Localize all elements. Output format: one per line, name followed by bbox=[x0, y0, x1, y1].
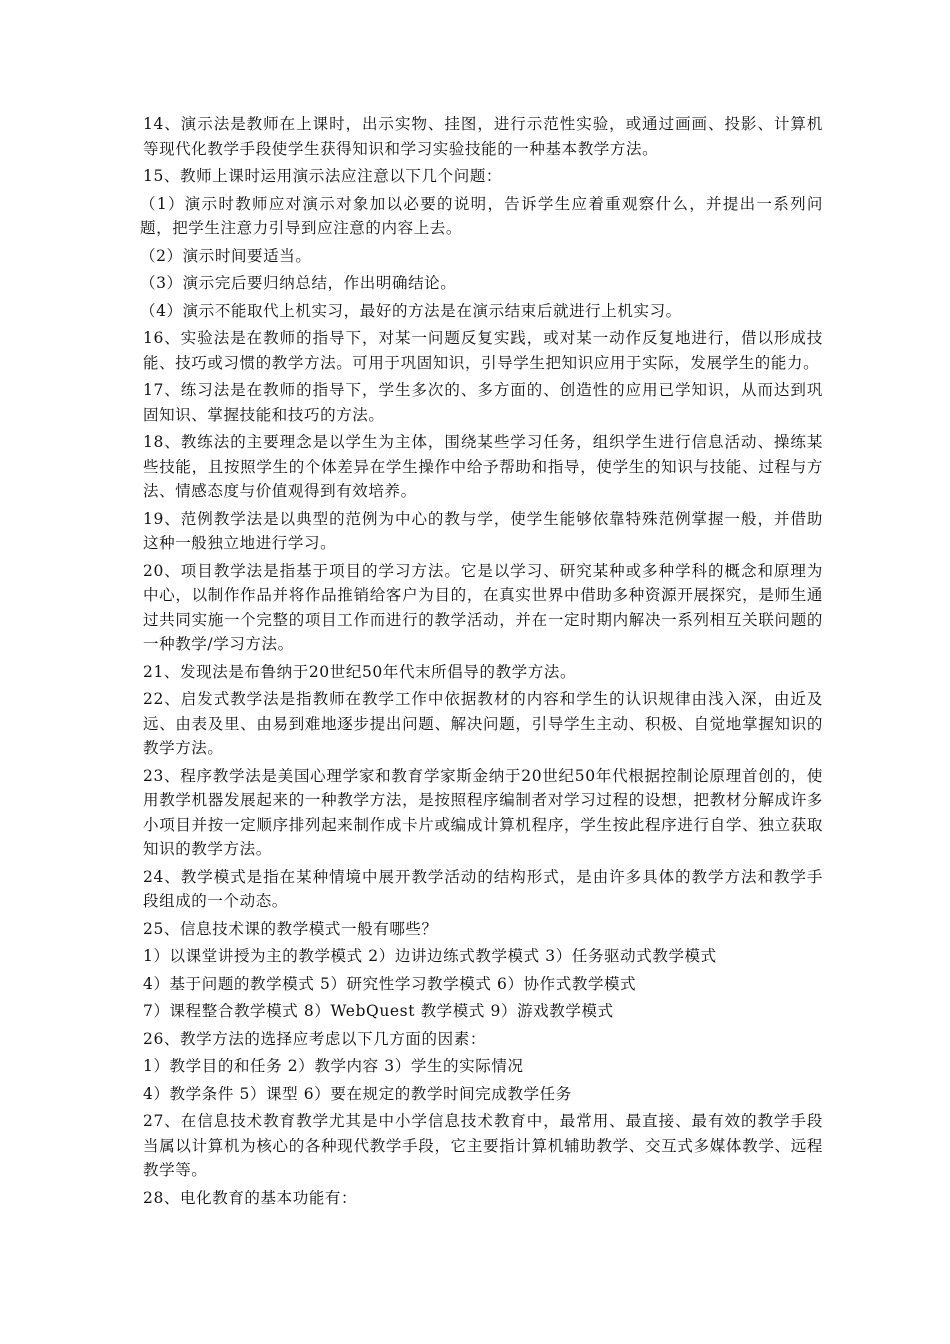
list-line: 4）基于问题的教学模式 5）研究性学习教学模式 6）协作式教学模式 bbox=[143, 974, 637, 993]
paragraph-25: 25、信息技术课的教学模式一般有哪些？ bbox=[143, 919, 438, 938]
paragraph-28: 28、电化教育的基本功能有： bbox=[143, 1188, 358, 1207]
document-body bbox=[140, 112, 823, 1213]
list-line: 7）课程整合教学模式 8）WebQuest 教学模式 9）游戏教学模式 bbox=[143, 1002, 614, 1020]
paragraph-19: 19、范例教学法是以典型的范例为中心的教与学，使学生能够依靠特殊范例掌握一般，并借助这种一般独立地进行学习。 bbox=[143, 509, 823, 552]
paragraph-18: 18、教练法的主要理念是以学生为主体，围绕某些学习任务，组织学生进行信息活动、操练某些技能，且按照学生的个体差异在学生操作中给予帮助和指导，使学生的知识与技能、过程与方法、情感态度与价值观得到有效培养。 bbox=[143, 433, 823, 500]
list-line: 4）教学条件 5）课型 6）要在规定的教学时间完成教学任务 bbox=[143, 1084, 572, 1103]
paragraph-23: 23、程序教学法是美国心理学家和教育学家斯金纳于20世纪50年代根据控制论原理首创的，使用教学机器发展起来的一种教学方法，是按照程序编制者对学习过程的设想，把教材分解成许多小项目并按一定顺序排列起来制作成卡片或编成计算机程序，学生按此程序进行自学、独立获取知识的教学方法。 bbox=[143, 766, 823, 858]
paragraph-15: 15、教师上课时运用演示法应注意以下几个问题： bbox=[143, 167, 503, 185]
list-item-4: （4）演示不能取代上机实习，最好的方法是在演示结束后就进行上机实习。 bbox=[140, 301, 682, 320]
paragraph-17: 17、练习法是在教师的指导下，学生多次的、多方面的、创造性的应用已学知识，从而达到巩固知识、掌握技能和技巧的方法。 bbox=[143, 381, 823, 424]
paragraph-14: 14、演示法是教师在上课时，出示实物、挂图，进行示范性实验，或通过画画、投影、计算机等现代化教学手段使学生获得知识和学习实验技能的一种基本教学方法。 bbox=[143, 115, 823, 158]
paragraph-21: 21、发现法是布鲁纳于20世纪50年代末所倡导的教学方法。 bbox=[143, 662, 577, 681]
list-item-2: （2）演示时间要适当。 bbox=[140, 246, 312, 265]
list-item-1: （1）演示时教师应对演示对象加以必要的说明，告诉学生应着重观察什么，并提出一系列问题，把学生注意力引导到应注意的内容上去。 bbox=[140, 194, 823, 237]
list-item-3: （3）演示完后要归纳总结，作出明确结论。 bbox=[140, 274, 457, 292]
list-line: 1）以课堂讲授为主的教学模式 2）边讲边练式教学模式 3）任务驱动式教学模式 bbox=[143, 947, 717, 965]
paragraph-27: 27、在信息技术教育教学尤其是中小学信息技术教育中，最常用、最直接、最有效的教学手段当属以计算机为核心的各种现代教学手段，它主要指计算机辅助教学、交互式多媒体教学、远程教学等。 bbox=[143, 1112, 823, 1179]
paragraph-16: 16、实验法是在教师的指导下，对某一问题反复实践，或对某一动作反复地进行，借以形成技能、技巧或习惯的教学方法。可用于巩固知识，引导学生把知识应用于实际，发展学生的能力。 bbox=[143, 329, 823, 372]
paragraph-26: 26、教学方法的选择应考虑以下几方面的因素： bbox=[143, 1029, 486, 1048]
paragraph-22: 22、启发式教学法是指教师在教学工作中依据教材的内容和学生的认识规律由浅入深，由近及远、由表及里、由易到难地逐步提出问题、解决问题，引导学生主动、积极、自觉地掌握知识的教学方法。 bbox=[143, 690, 823, 757]
list-line: 1）教学目的和任务 2）教学内容 3）学生的实际情况 bbox=[143, 1057, 524, 1075]
paragraph-24: 24、教学模式是指在某种情境中展开教学活动的结构形式，是由许多具体的教学方法和教学手段组成的一个动态。 bbox=[143, 867, 823, 910]
paragraph-20: 20、项目教学法是指基于项目的学习方法。它是以学习、研究某种或多种学科的概念和原理为中心，以制作作品并将作品推销给客户为目的，在真实世界中借助多种资源开展探究，是师生通过共同实施一个完整的项目工作而进行的教学活动，并在一定时期内解决一系列相互关联问题的一种教学/学习方法。 bbox=[143, 561, 823, 653]
